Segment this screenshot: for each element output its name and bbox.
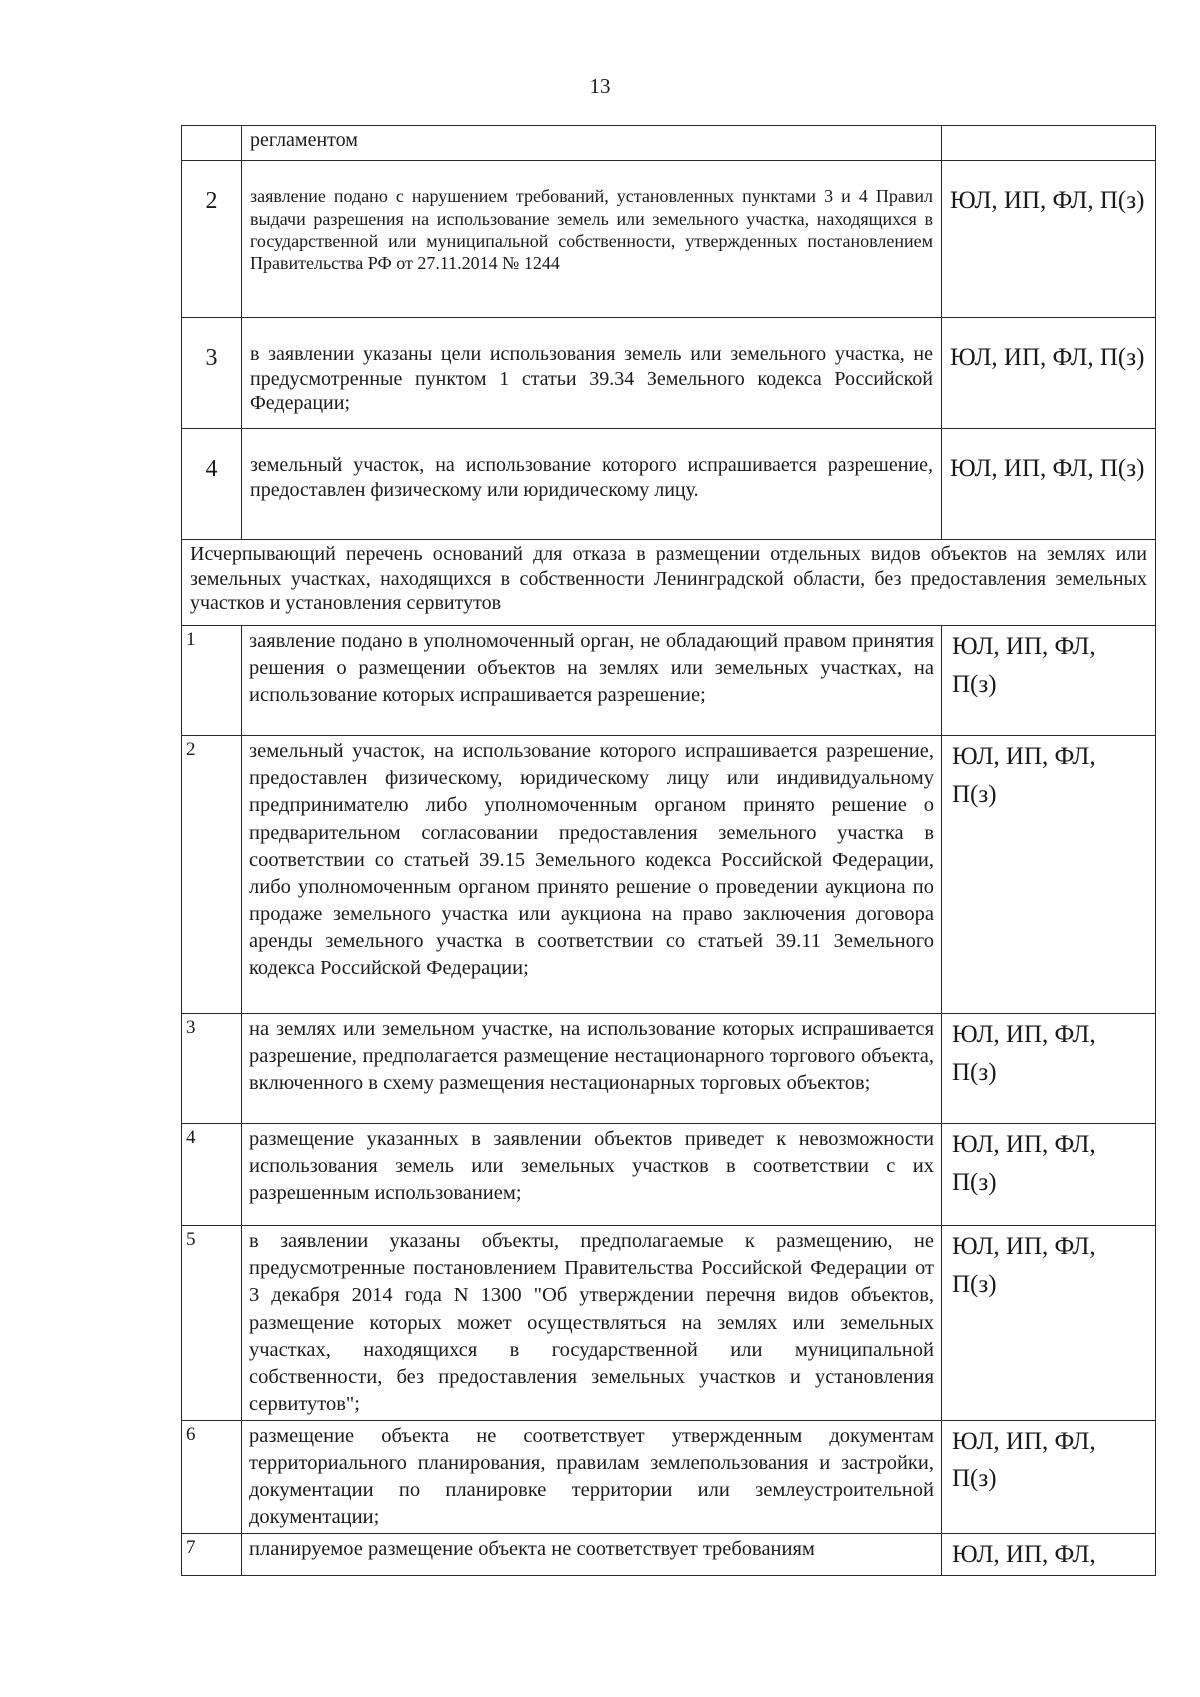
refusal-grounds-table — [181, 125, 1156, 1576]
row-text: заявление подано в уполномоченный орган, не обладающий правом принятия решения о размещении объектов на землях или земельных участках, на использование которых испрашивается разрешение; — [242, 626, 942, 736]
table-row — [182, 429, 1156, 540]
table-row — [182, 1533, 1156, 1576]
row-text: на землях или земельном участке, на использование которых испрашивается разрешение, предполагается размещение нестационарного торгового объекта, включенного в схему размещения нестационарных торговых объектов; — [242, 1014, 942, 1124]
row-number: 4 — [182, 1124, 242, 1226]
row-applicants: ЮЛ, ИП, ФЛ, П(з) — [942, 318, 1156, 429]
row-applicants: ЮЛ, ИП, ФЛ, П(з) — [942, 161, 1156, 318]
row-text: заявление подано с нарушением требований, установленных пунктами 3 и 4 Правил выдачи разрешения на использование земель или земельного участка, находящихся в государственной или муниципальной собственности, утвержденных постановлением Правительства РФ от 27.11.2014 № 1244 — [242, 161, 942, 318]
row-applicants: ЮЛ, ИП, ФЛ, П(з) — [942, 1124, 1156, 1226]
row-number — [182, 126, 242, 161]
row-text: земельный участок, на использование которого испрашивается разрешение, предоставлен физическому или юридическому лицу. — [242, 429, 942, 540]
row-text: планируемое размещение объекта не соответствует требованиям — [242, 1533, 942, 1576]
table-row — [182, 1124, 1156, 1226]
row-applicants: ЮЛ, ИП, ФЛ, П(з) — [942, 1014, 1156, 1124]
section-header: Исчерпывающий перечень оснований для отказа в размещении отдельных видов объектов на землях или земельных участках, находящихся в собственности Ленинградской области, без предоставления земельных участков и установления сервитутов — [182, 540, 1156, 626]
row-number: 2 — [182, 161, 242, 318]
table-row — [182, 736, 1156, 1014]
table-row — [182, 161, 1156, 318]
table-row — [182, 1226, 1156, 1420]
row-number: 4 — [182, 429, 242, 540]
row-applicants: ЮЛ, ИП, ФЛ, — [942, 1533, 1156, 1576]
table-row — [182, 126, 1156, 161]
row-number: 7 — [182, 1533, 242, 1576]
section-header-row — [182, 540, 1156, 626]
row-number: 2 — [182, 736, 242, 1014]
row-applicants: ЮЛ, ИП, ФЛ, П(з) — [942, 1226, 1156, 1420]
row-number: 3 — [182, 1014, 242, 1124]
page-number: 13 — [589, 74, 611, 98]
row-text: в заявлении указаны объекты, предполагаемые к размещению, не предусмотренные постановлением Правительства Российской Федерации от 3 декабря 2014 года N 1300 "Об утверждении перечня видов объектов, размещение которых может осуществляться на землях или земельных участках, находящихся в государственной или муниципальной собственности, без предоставления земельных участков и установления сервитутов"; — [242, 1226, 942, 1420]
table-row — [182, 318, 1156, 429]
row-applicants: ЮЛ, ИП, ФЛ, П(з) — [942, 626, 1156, 736]
row-text: в заявлении указаны цели использования земель или земельного участка, не предусмотренные пунктом 1 статьи 39.34 Земельного кодекса Российской Федерации; — [242, 318, 942, 429]
table-row — [182, 1014, 1156, 1124]
row-text: размещение указанных в заявлении объектов приведет к невозможности использования земель или земельных участков в соответствии с их разрешенным использованием; — [242, 1124, 942, 1226]
row-number: 5 — [182, 1226, 242, 1420]
row-text: регламентом — [242, 126, 942, 161]
row-applicants — [942, 126, 1156, 161]
row-text: земельный участок, на использование которого испрашивается разрешение, предоставлен физическому, юридическому лицу или индивидуальному предпринимателю либо уполномоченным органом принято решение о предварительном согласовании предоставления земельного участка в соответствии со статьей 39.15 Земельного кодекса Российской Федерации, либо уполномоченным органом принято решение о проведении аукциона по продаже земельного участка или аукциона на право заключения договора аренды земельного участка в соответствии со статьей 39.11 Земельного кодекса Российской Федерации; — [242, 736, 942, 1014]
row-applicants: ЮЛ, ИП, ФЛ, П(з) — [942, 1420, 1156, 1533]
row-number: 3 — [182, 318, 242, 429]
table-row — [182, 1420, 1156, 1533]
row-number: 1 — [182, 626, 242, 736]
row-applicants: ЮЛ, ИП, ФЛ, П(з) — [942, 736, 1156, 1014]
table-row — [182, 626, 1156, 736]
row-number: 6 — [182, 1420, 242, 1533]
row-text: размещение объекта не соответствует утвержденным документам территориального планирования, правилам землепользования и застройки, документации по планировке территории или землеустроительной документации; — [242, 1420, 942, 1533]
row-applicants: ЮЛ, ИП, ФЛ, П(з) — [942, 429, 1156, 540]
